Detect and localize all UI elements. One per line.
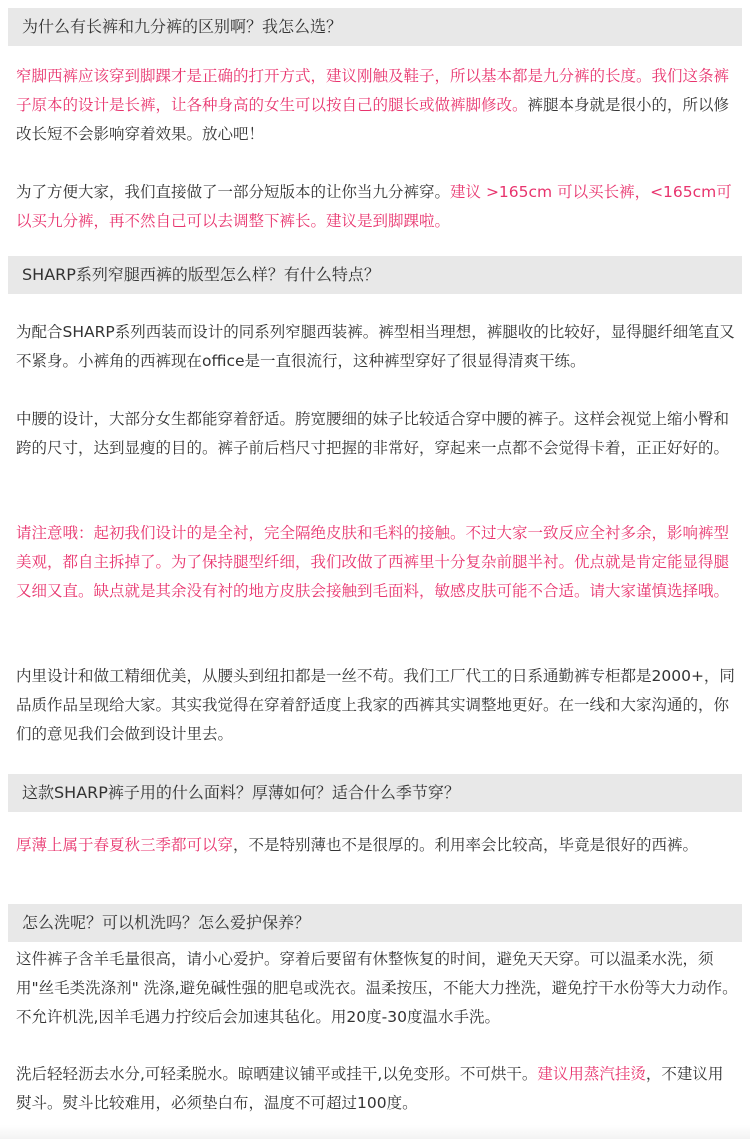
body-text: ，不是特别薄也不是很厚的。利用率会比较高，毕竟是很好的西裤。 [233,836,699,854]
section-header-fabric: 这款SHARP裤子用的什么面料？厚薄如何？适合什么季节穿？ [8,774,742,812]
highlight-text: 窄脚西裤应该穿到脚踝才是正确的打开方式，建议刚触及鞋子，所以基本都是九分裤的长度。我们这条裤子原本的设计是长裤，让各种身高的女生可以按自己的腿长或做裤脚修改。 [16,67,730,114]
highlight-text: 建议用蒸汽挂烫 [537,1065,646,1083]
paragraph-craftsmanship [16,662,738,749]
section-header-fit: SHARP系列窄腿西裤的版型怎么样？有什么特点？ [8,256,742,294]
paragraph-washing [16,945,738,1032]
highlight-text: 厚薄上属于春夏秋三季都可以穿 [16,836,234,854]
paragraph-mid-waist [16,405,738,463]
body-text: 这件裤子含羊毛量很高，请小心爱护。穿着后要留有休整恢复的时间，避免天天穿。可以温柔水洗，须用"丝毛类洗涤剂" 洗涤,避免碱性强的肥皂或洗衣。温柔按压，不能大力挫洗，避免拧干水份等大力动作。不允许机洗,因羊毛遇力拧绞后会加速其毡化。用20度-30度温水手洗。 [16,950,738,1026]
paragraph-lining-notice [16,519,738,606]
section-header-length: 为什么有长裤和九分裤的区别啊？我怎么选？ [8,8,742,46]
paragraph-fit-design [16,318,738,376]
paragraph-fabric-season [16,831,738,860]
highlight-text: 建议 >165cm 可以买长裤，<165cm可以买九分裤，再不然自己可以去调整下裤长。建议是到脚踝啦。 [16,183,732,230]
body-text: ，不建议用熨斗。熨斗比较难用，必须垫白布，温度不可超过100度。 [16,1065,724,1112]
body-text: 中腰的设计，大部分女生都能穿着舒适。胯宽腰细的妹子比较适合穿中腰的裤子。这样会视觉上缩小臀和跨的尺寸，达到显瘦的目的。裤子前后档尺寸把握的非常好，穿起来一点都不会觉得卡着，正正好好的。 [16,410,730,457]
bottom-fade [0,1125,750,1139]
body-text: 裤腿本身就是很小的，所以修改长短不会影响穿着效果。放心吧！ [16,96,730,143]
highlight-text: 请注意哦：起初我们设计的是全衬，完全隔绝皮肤和毛料的接触。不过大家一致反应全衬多余，影响裤型美观，都自主拆掉了。为了保持腿型纤细，我们改做了西裤里十分复杂前腿半衬。优点就是肯定能显得腿又细又直。缺点就是其余没有衬的地方皮肤会接触到毛面料，敏感皮肤可能不合适。请大家谨慎选择哦。 [16,524,730,600]
body-text: 为了方便大家，我们直接做了一部分短版本的让你当九分裤穿。 [16,183,451,201]
paragraph-short-version [16,178,738,236]
paragraph-length-advice [16,62,738,149]
paragraph-drying-ironing [16,1060,738,1118]
body-text: 为配合SHARP系列西装而设计的同系列窄腿西装裤。裤型相当理想，裤腿收的比较好，显得腿纤细笔直又不紧身。小裤角的西裤现在office是一直很流行，这种裤型穿好了很显得清爽干练。 [16,323,735,370]
body-text: 内里设计和做工精细优美，从腰头到纽扣都是一丝不苟。我们工厂代工的日系通勤裤专柜都是2000+，同品质作品呈现给大家。其实我觉得在穿着舒适度上我家的西裤其实调整地更好。在一线和大家沟通的，你们的意见我们会做到设计里去。 [16,667,735,743]
section-header-care: 怎么洗呢？可以机洗吗？怎么爱护保养？ [8,904,742,942]
body-text: 洗后轻轻沥去水分,可轻柔脱水。晾晒建议铺平或挂干,以免变形。不可烘干。 [16,1065,538,1083]
